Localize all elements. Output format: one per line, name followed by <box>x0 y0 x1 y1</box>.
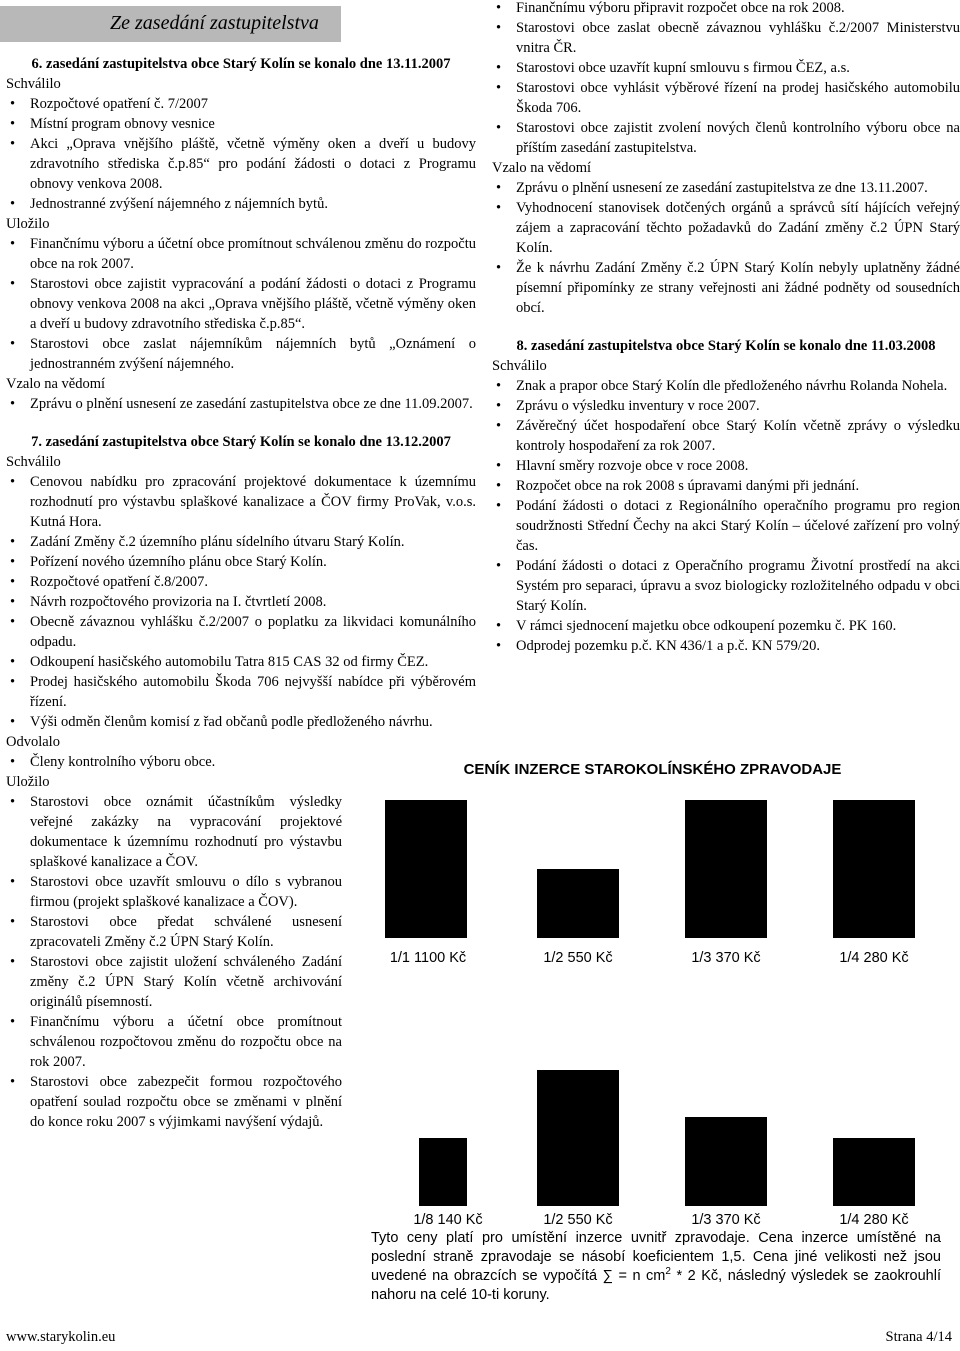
right-column <box>492 0 960 656</box>
list-item: • V rámci sjednocení majetku obce odkoupení pozemku č. PK 160. <box>516 616 960 636</box>
ad-pricing-box <box>345 752 960 1317</box>
s7-approved-list <box>6 472 476 732</box>
s6-noted-list <box>6 394 476 414</box>
list-item: • Místní program obnovy vesnice <box>30 114 476 134</box>
list-item: • Starostovi obce zaslat nájemníkům nájemních bytů „Oznámení o jednostranném zvýšení nájemného. <box>30 334 476 374</box>
list-item: • Zprávu o plnění usnesení ze zasedání zastupitelstva ze dne 13.11.2007. <box>516 178 960 198</box>
s7-imposed-list <box>6 792 342 1132</box>
list-item: • Starostovi obce oznámit účastníkům výsledky veřejné zakázky na vypracování projektové dokumentace k územnímu rozhodnutí pro výstavbu splaškové kanalizace a ČOV. <box>30 792 342 872</box>
list-item: • Finančnímu výboru připravit rozpočet obce na rok 2008. <box>516 0 960 18</box>
list-item: • Že k návrhu Zadání Změny č.2 ÚPN Starý Kolín nebyly uplatněny žádné písemní připomínky ze strany veřejnosti ani žádné podněty od sousedních obcí. <box>516 258 960 318</box>
list-item: • Starostovi obce uzavřít kupní smlouvu s firmou ČEZ, a.s. <box>516 58 960 78</box>
list-item: • Závěrečný účet hospodaření obce Starý Kolín včetně zprávy o výsledku kontroly hospodaření za rok 2007. <box>516 416 960 456</box>
list-item: • Vyhodnocení stanovisek dotčených orgánů a správců sítí hájících veřejný zájem a zapracování těchto požadavků do Zadání změny č.2 ÚPN Starý Kolín. <box>516 198 960 258</box>
list-item: • Podání žádosti o dotaci z Operačního programu Životní prostředí na akci Systém pro separaci, úpravu a svoz biologicky rozložitelného odpadu v obci Starý Kolín. <box>516 556 960 616</box>
price-label-1-3: 1/3 370 Kč <box>691 950 761 966</box>
session-6-title: 6. zasedání zastupitelstva obce Starý Kolín se konalo dne 13.11.2007 <box>31 56 451 72</box>
pricing-note <box>371 1229 941 1305</box>
s7-imposed-heading: Uložilo <box>6 774 50 790</box>
list-item: • Odkoupení hasičského automobilu Tatra 815 CAS 32 od firmy ČEZ. <box>30 652 476 672</box>
price-label-2-2: 1/2 550 Kč <box>543 1212 613 1228</box>
continued-imposed-list <box>492 0 960 158</box>
ad-size-quarter-block <box>833 800 915 938</box>
price-label-2-1: 1/8 140 Kč <box>413 1212 483 1228</box>
pricing-note-text-1: Tyto ceny platí pro umístění inzerce uvnitř zpravodaje. Cena inzerce umístěné na poslední straně zpravodaje se násobí koeficientem 1,5. Cena jiné velikosti než jsou uvedené na obrazcích se vypočítá ∑ = n cm <box>371 1230 941 1284</box>
ad-size-full-block <box>385 800 467 938</box>
s7-approved-heading: Schválilo <box>6 454 61 470</box>
s8-approved-list <box>492 376 960 656</box>
list-item: • Zprávu o výsledku inventury v roce 2007. <box>516 396 960 416</box>
footer-website-link[interactable]: www.starykolin.eu <box>6 1329 116 1345</box>
list-item: • Prodej hasičského automobilu Škoda 706 nejvyšší nabídce při výběrovém řízení. <box>30 672 476 712</box>
list-item: • Starostovi obce vyhlásit výběrové řízení na prodej hasičského automobilu Škoda 706. <box>516 78 960 118</box>
list-item: • Zprávu o plnění usnesení ze zasedání zastupitelstva obce ze dne 11.09.2007. <box>30 394 476 414</box>
session-7-title: 7. zasedání zastupitelstva obce Starý Kolín se konalo dne 13.12.2007 <box>31 434 451 450</box>
list-item: • Pořízení nového územního plánu obce Starý Kolín. <box>30 552 476 572</box>
s6-noted-heading: Vzalo na vědomí <box>6 376 106 392</box>
list-item: • Návrh rozpočtového provizoria na I. čtvrtletí 2008. <box>30 592 476 612</box>
list-item: • Finančnímu výboru a účetní obce promítnout schválenou rozpočtovou změnu do rozpočtu obce na rok 2007. <box>30 1012 342 1072</box>
list-item: • Rozpočet obce na rok 2008 s úpravami danými při jednání. <box>516 476 960 496</box>
ad-size-half-block-2 <box>537 1070 619 1206</box>
price-label-2-4: 1/4 280 Kč <box>839 1212 909 1228</box>
s6-approved-heading: Schválilo <box>6 76 61 92</box>
list-item: • Rozpočtové opatření č.8/2007. <box>30 572 476 592</box>
ad-size-quarter-block-2 <box>833 1138 915 1206</box>
ad-size-half-block <box>537 869 619 938</box>
price-label-2-3: 1/3 370 Kč <box>691 1212 761 1228</box>
pricing-title: CENÍK INZERCE STAROKOLÍNSKÉHO ZPRAVODAJE <box>463 761 842 778</box>
pricing-note-superscript: 2 <box>665 1266 671 1278</box>
pricing-note-text-2: * 2 Kč, následný výsledek se zaokrouhlí nahoru na celé 10-ti koruny. <box>371 1268 941 1303</box>
session-8-title: 8. zasedání zastupitelstva obce Starý Kolín se konalo dne 11.03.2008 <box>516 338 936 354</box>
price-label-1-4: 1/4 280 Kč <box>839 950 909 966</box>
list-item: • Podání žádosti o dotaci z Regionálního operačního programu pro region soudržnosti Střední Čechy na akci Starý Kolín – účelové zařízení pro volný čas. <box>516 496 960 556</box>
price-label-1-2: 1/2 550 Kč <box>543 950 613 966</box>
s6-imposed-heading: Uložilo <box>6 216 50 232</box>
list-item: • Členy kontrolního výboru obce. <box>30 752 476 772</box>
list-item: • Zadání Změny č.2 územního plánu sídelního útvaru Starý Kolín. <box>30 532 476 552</box>
list-item: • Akci „Oprava vnějšího pláště, včetně výměny oken a dveří u budovy zdravotního střediska č.p.85“ pro podání žádosti o dotaci z Programu obnovy venkova 2008. <box>30 134 476 194</box>
s8-approved-heading: Schválilo <box>492 358 547 374</box>
cont-noted-list <box>492 178 960 318</box>
list-item: • Cenovou nabídku pro zpracování projektové dokumentace k územnímu rozhodnutí pro výstavbu splaškové kanalizace a ČOV firmy ProVak, v.o.s. Kutná Hora. <box>30 472 476 532</box>
section-banner: Ze zasedání zastupitelstva <box>0 6 341 42</box>
s7-revoked-heading: Odvolalo <box>6 734 60 750</box>
cont-noted-heading: Vzalo na vědomí <box>492 160 592 176</box>
list-item: • Starostovi obce zajistit zvolení nových členů kontrolního výboru obce na příštím zasedání zastupitelstva. <box>516 118 960 158</box>
price-label-1-1: 1/1 1100 Kč <box>389 950 467 966</box>
list-item: • Finančnímu výboru a účetní obce promítnout schválenou změnu do rozpočtu obce na rok 2007. <box>30 234 476 274</box>
list-item: • Obecně závaznou vyhlášku č.2/2007 o poplatku za likvidaci komunálního odpadu. <box>30 612 476 652</box>
s6-imposed-list <box>6 234 476 374</box>
list-item: • Hlavní směry rozvoje obce v roce 2008. <box>516 456 960 476</box>
footer-page-number: Strana 4/14 <box>885 1329 952 1345</box>
list-item: • Starostovi obce zaslat obecně závaznou vyhlášku č.2/2007 Ministerstvu vnitra ČR. <box>516 18 960 58</box>
list-item: • Starostovi obce předat schválené usnesení zpracovateli Změny č.2 ÚPN Starý Kolín. <box>30 912 342 952</box>
list-item: • Rozpočtové opatření č. 7/2007 <box>30 94 476 114</box>
ad-size-eighth-block <box>419 1138 467 1206</box>
ad-size-third-block-2 <box>685 1117 767 1206</box>
list-item: • Starostovi obce zabezpečit formou rozpočtového opatření soulad rozpočtu obce se změnami v plnění do konce roku 2007 s výjimkami navýšení výdajů. <box>30 1072 342 1132</box>
list-item: • Starostovi obce zajistit uložení schváleného Zadání změny č.2 ÚPN Starý Kolín včetně archivování originálů písemností. <box>30 952 342 1012</box>
list-item: • Starostovi obce zajistit vypracování a podání žádosti o dotaci z Programu obnovy venkova 2008 na akci „Oprava vnějšího pláště, včetně výměny oken a dveří u budovy zdravotního střediska č.p.85“. <box>30 274 476 334</box>
list-item: • Jednostranné zvýšení nájemného z nájemních bytů. <box>30 194 476 214</box>
list-item: • Výši odměn členům komisí z řad občanů podle předloženého návrhu. <box>30 712 476 732</box>
list-item: • Znak a prapor obce Starý Kolín dle předloženého návrhu Rolanda Nohela. <box>516 376 960 396</box>
list-item: • Odprodej pozemku p.č. KN 436/1 a p.č. KN 579/20. <box>516 636 960 656</box>
s6-approved-list <box>6 94 476 214</box>
list-item: • Starostovi obce uzavřít smlouvu o dílo s vybranou firmou (projekt splaškové kanalizace a ČOV). <box>30 872 342 912</box>
ad-size-third-block <box>685 800 767 938</box>
